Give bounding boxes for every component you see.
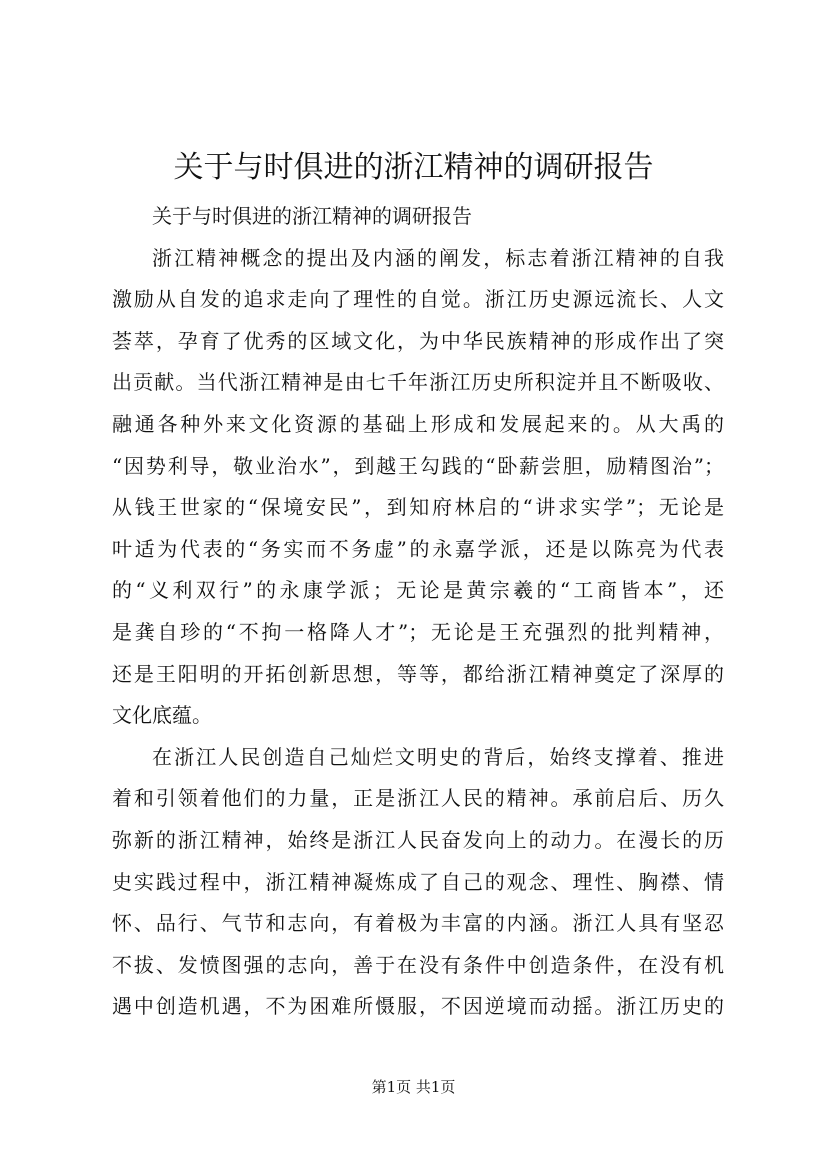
paragraph-line: “因势利导，敬业治水”，到越王勾践的“卧薪尝胆，励精图治”； xyxy=(112,453,724,478)
paragraph-line: 出贡献。当代浙江精神是由七千年浙江历史所积淀并且不断吸收、 xyxy=(112,370,724,395)
paragraph-line: 荟萃，孕育了优秀的区域文化，为中华民族精神的形成作出了突 xyxy=(112,328,724,353)
paragraph-line: 史实践过程中，浙江精神凝炼成了自己的观念、理性、胸襟、情 xyxy=(112,869,724,894)
paragraph-line: 不拔、发愤图强的志向，善于在没有条件中创造条件，在没有机 xyxy=(112,952,724,977)
paragraph-line: 融通各种外来文化资源的基础上形成和发展起来的。从大禹的 xyxy=(112,411,724,436)
paragraph-line: 文化底蕴。 xyxy=(112,703,212,728)
paragraph-line: 的“义利双行”的永康学派；无论是黄宗羲的“工商皆本”，还 xyxy=(112,578,724,603)
paragraph-line: 叶适为代表的“务实而不务虚”的永嘉学派，还是以陈亮为代表 xyxy=(112,536,724,561)
document-title: 关于与时俱进的浙江精神的调研报告 xyxy=(173,150,654,185)
paragraph-line: 弥新的浙江精神，始终是浙江人民奋发向上的动力。在漫长的历 xyxy=(112,827,724,852)
subtitle-line: 关于与时俱进的浙江精神的调研报告 xyxy=(152,204,472,228)
paragraph-line: 遇中创造机遇，不为困难所慑服，不因逆境而动摇。浙江历史的 xyxy=(112,994,724,1019)
paragraph-line: 激励从自发的追求走向了理性的自觉。浙江历史源远流长、人文 xyxy=(112,287,724,312)
paragraph-line: 从钱王世家的“保境安民”，到知府林启的“讲求实学”；无论是 xyxy=(112,495,724,520)
page-footer: 第1页 共1页 xyxy=(371,1078,456,1096)
document-body xyxy=(112,196,724,1028)
paragraph-line: 浙江精神概念的提出及内涵的阐发，标志着浙江精神的自我 xyxy=(152,245,724,270)
paragraph-line: 着和引领着他们的力量，正是浙江人民的精神。承前启后、历久 xyxy=(112,786,724,811)
paragraph-line: 还是王阳明的开拓创新思想，等等，都给浙江精神奠定了深厚的 xyxy=(112,661,724,686)
paragraph-line: 怀、品行、气节和志向，有着极为丰富的内涵。浙江人具有坚忍 xyxy=(112,911,724,936)
paragraph-line: 是龚自珍的“不拘一格降人才”；无论是王充强烈的批判精神， xyxy=(112,619,724,644)
paragraph-line: 在浙江人民创造自己灿烂文明史的背后，始终支撑着、推进 xyxy=(152,744,724,769)
